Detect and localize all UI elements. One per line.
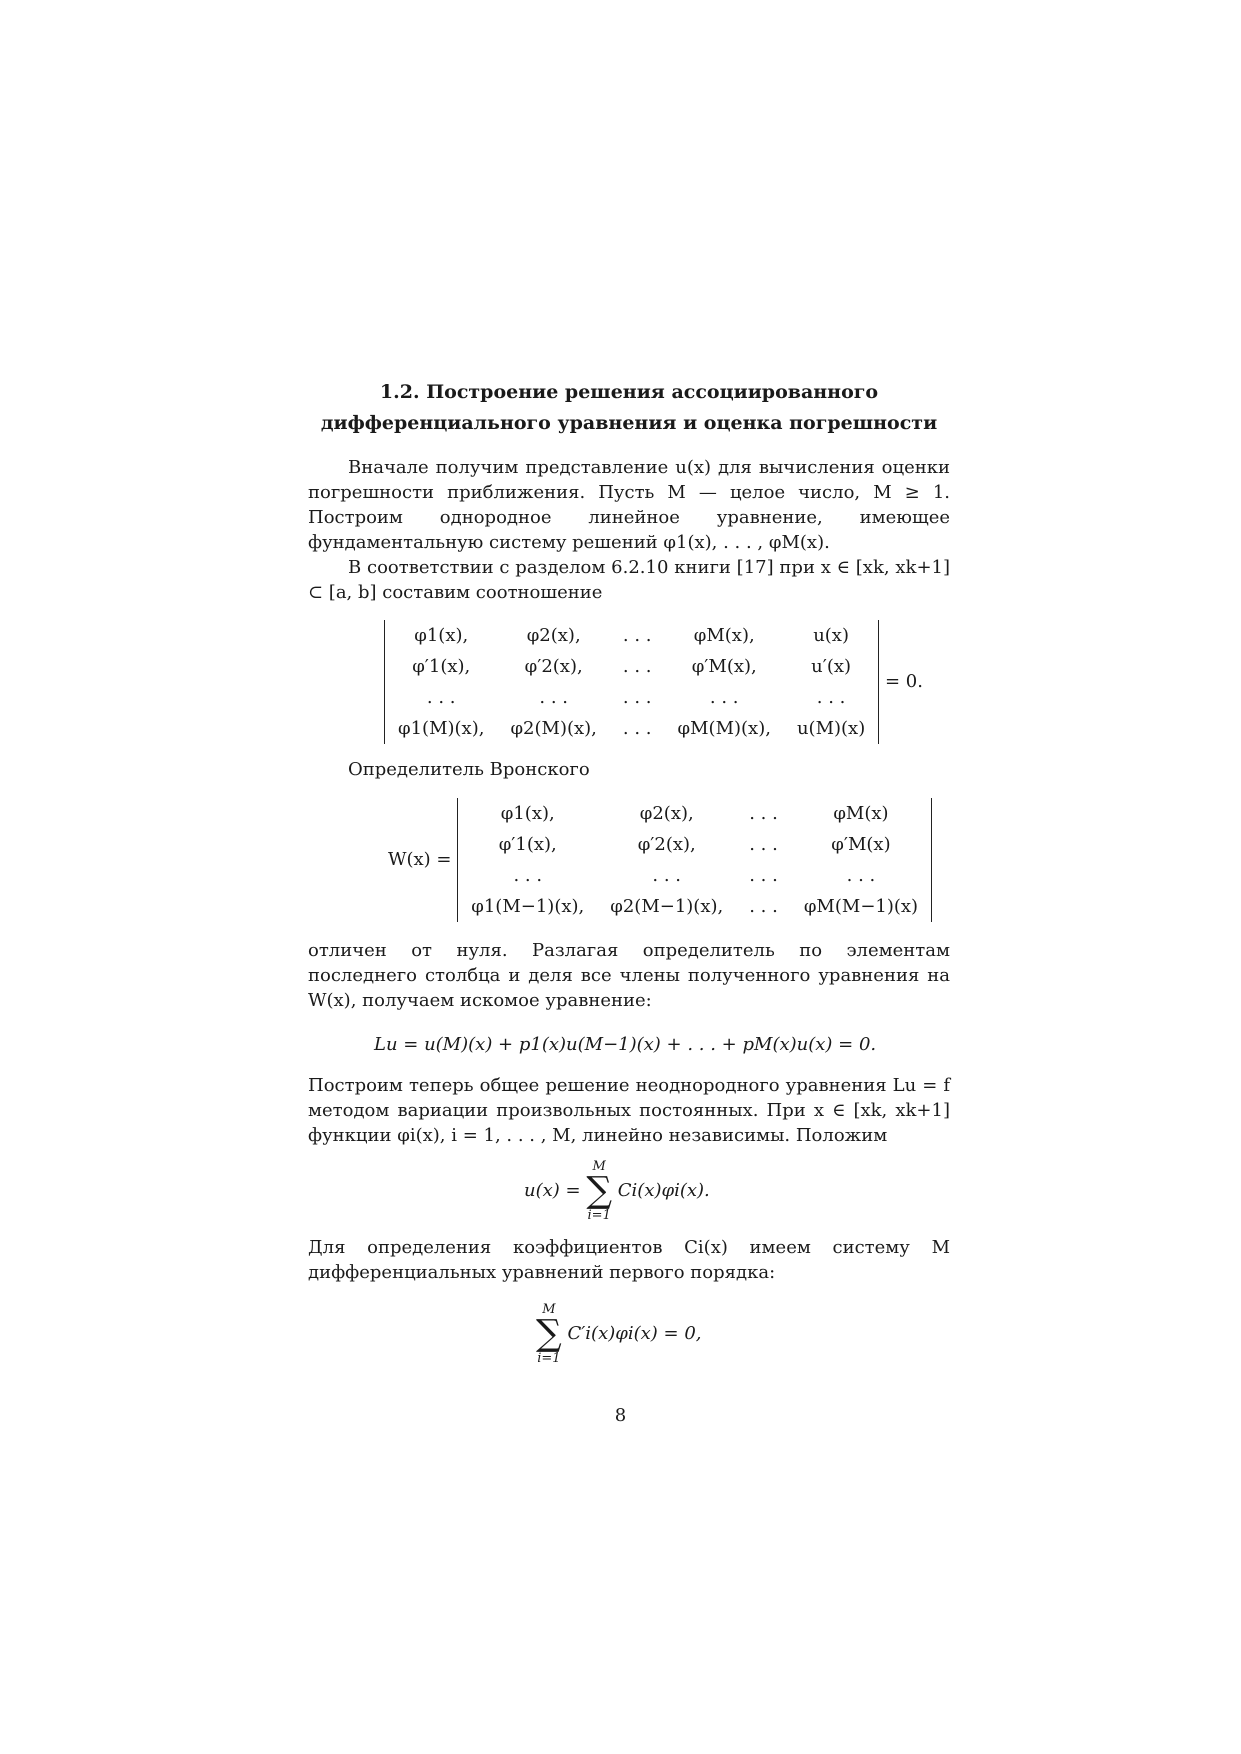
paragraph-reference: В соответствии с разделом 6.2.10 книги [17] при x ∈ [xk, xk+1] ⊂ [a, b] составим соотношение (308, 557, 950, 603)
sigma-icon: ∑ (536, 1313, 562, 1354)
paragraph-expansion: отличен от нуля. Разлагая определитель по элементам последнего столбца и деля все члены полученного уравнения на W(x), получаем искомое уравнение: (308, 940, 950, 1011)
paragraph-wronskian: Определитель Вронского (348, 759, 590, 780)
matrix-cell: . . . (622, 717, 652, 739)
wronskian-formula (388, 798, 932, 922)
matrix-cell: . . . (622, 686, 652, 708)
sum-term: C′i(x)φi(x) = 0, (567, 1323, 702, 1344)
sigma-icon: ∑ (586, 1170, 613, 1211)
matrix-cell: φ′M(x) (831, 833, 891, 855)
matrix-cell: . . . (749, 864, 778, 886)
matrix-cell: φ2(x), (639, 802, 694, 824)
paragraph-variation: Построим теперь общее решение неоднородного уравнения Lu = f методом вариации произвольных постоянных. При x ∈ [xk, xk+1] функции φi(x), i = 1, . . . , M, линейно независимы. Положим (308, 1075, 950, 1146)
matrix-cell: . . . (749, 833, 778, 855)
matrix-cell: φ′1(x), (498, 833, 557, 855)
matrix-cell: φM(M)(x), (677, 717, 771, 739)
matrix-cell: φ2(x), (526, 624, 581, 646)
page-number: 8 (614, 1405, 627, 1426)
matrix-cell: . . . (652, 864, 682, 886)
matrix-cell: . . . (749, 895, 778, 917)
determinant-equation (384, 620, 923, 744)
coefficient-system-formula (536, 1303, 702, 1365)
matrix-cell: . . . (539, 686, 568, 708)
sum-upper-limit: M (592, 1159, 606, 1174)
determinant-matrix (384, 620, 879, 744)
matrix-cell: . . . (622, 624, 652, 646)
matrix-cell: u(x) (813, 624, 849, 646)
wronskian-lhs: W(x) = (388, 849, 452, 870)
matrix-cell: φ1(M)(x), (398, 717, 485, 739)
sum-operator (586, 1160, 612, 1222)
matrix-cell: φ1(M−1)(x), (471, 895, 585, 917)
matrix-cell: φ′2(x), (524, 655, 583, 677)
matrix-cell: φ1(x), (414, 624, 469, 646)
paragraph-coefficients: Для определения коэффициентов Ci(x) имеем систему M дифференциальных уравнений первого порядка: (308, 1237, 950, 1283)
matrix-cell: . . . (622, 655, 652, 677)
matrix-cell: φ′1(x), (412, 655, 471, 677)
sum-lower-limit: i=1 (587, 1208, 611, 1223)
matrix-cell: φM(M−1)(x) (803, 895, 919, 917)
matrix-cell: φM(x), (693, 624, 755, 646)
matrix-cell: φ2(M−1)(x), (610, 895, 724, 917)
matrix-cell: . . . (846, 864, 876, 886)
matrix-cell: . . . (816, 686, 846, 708)
matrix-cell: u(M)(x) (796, 717, 866, 739)
sum-operator (536, 1303, 562, 1365)
wronskian-matrix (457, 798, 932, 922)
matrix-cell: φ2(M)(x), (510, 717, 597, 739)
solution-sum-formula (524, 1160, 710, 1222)
paragraph-intro: Вначале получим представление u(x) для вычисления оценки погрешности приближения. Пусть M — целое число, M ≥ 1. Построим однородное линейное уравнение, имеющее фундаментальную систему решений φ1(x), . . . , φM(x). (308, 457, 950, 553)
matrix-cell: . . . (513, 864, 543, 886)
sum-upper-limit: M (542, 1302, 556, 1317)
matrix-cell: φ1(x), (500, 802, 555, 824)
section-title-line1: 1.2. Построение решения ассоциированного (379, 381, 879, 403)
matrix-cell: φM(x) (833, 802, 889, 824)
sum-term: Ci(x)φi(x). (617, 1180, 710, 1201)
section-title-line2: дифференциального уравнения и оценка погрешности (320, 412, 938, 434)
differential-equation: Lu = u(M)(x) + p1(x)u(M−1)(x) + . . . + pM(x)u(x) = 0. (374, 1034, 877, 1055)
section-title (308, 377, 950, 439)
matrix-cell: u′(x) (811, 655, 852, 677)
equation-rhs: = 0. (884, 671, 923, 692)
matrix-cell: φ′M(x), (691, 655, 757, 677)
sum-lower-limit: i=1 (537, 1351, 561, 1366)
matrix-cell: . . . (709, 686, 739, 708)
matrix-cell: . . . (426, 686, 456, 708)
matrix-cell: φ′2(x), (637, 833, 696, 855)
sum-lhs: u(x) = (524, 1180, 581, 1201)
matrix-cell: . . . (749, 802, 778, 824)
